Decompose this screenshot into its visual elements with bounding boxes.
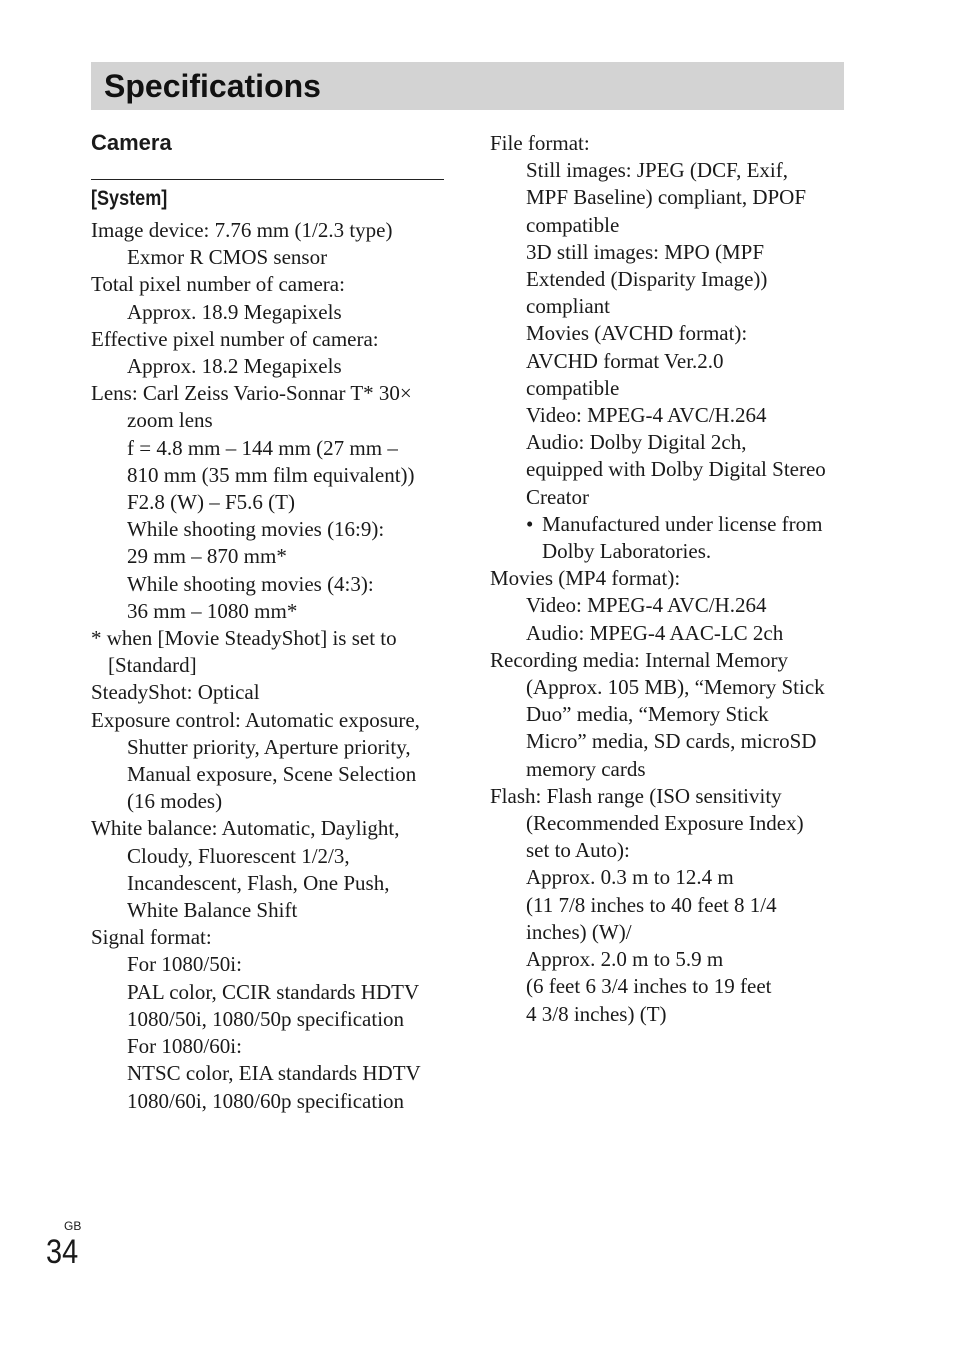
spec-line: Audio: MPEG-4 AAC-LC 2ch (526, 620, 784, 645)
spec-line: zoom lens (127, 408, 213, 433)
right-spec-list (490, 130, 846, 1028)
spec-line: AVCHD format Ver.2.0 (526, 348, 724, 373)
spec-line: White Balance Shift (127, 898, 298, 923)
spec-line: For 1080/50i: (127, 952, 242, 977)
spec-line: (6 feet 6 3/4 inches to 19 feet (526, 974, 772, 999)
spec-line: Exmor R CMOS sensor (127, 245, 328, 270)
spec-line: File format: (490, 131, 590, 155)
spec-line: 29 mm – 870 mm* (127, 544, 287, 569)
spec-line: Audio: Dolby Digital 2ch, (526, 430, 747, 455)
spec-line: For 1080/60i: (127, 1034, 242, 1059)
spec-line: Movies (AVCHD format): (526, 321, 748, 346)
spec-line: Exposure control: Automatic exposure, (91, 707, 420, 732)
spec-line: Lens: Carl Zeiss Vario-Sonnar T* 30× (91, 381, 412, 406)
section-heading: Camera (91, 130, 172, 155)
spec-line: Recording media: Internal Memory (490, 647, 788, 672)
spec-line: (11 7/8 inches to 40 feet 8 1/4 (526, 892, 777, 917)
spec-line: * when [Movie SteadyShot] is set to (91, 626, 397, 651)
spec-line: NTSC color, EIA standards HDTV (127, 1061, 421, 1086)
spec-line: f = 4.8 mm – 144 mm (27 mm – (127, 435, 398, 460)
spec-line: Approx. 0.3 m to 12.4 m (526, 865, 734, 890)
spec-line: Creator (526, 484, 589, 509)
spec-line: 810 mm (35 mm film equivalent)) (127, 462, 415, 487)
spec-line: 36 mm – 1080 mm* (127, 598, 298, 623)
spec-line: Approx. 18.9 Megapixels (127, 299, 342, 324)
left-spec-list (91, 217, 444, 1115)
spec-line: Video: MPEG-4 AVC/H.264 (526, 593, 767, 618)
spec-line: Approx. 2.0 m to 5.9 m (526, 947, 724, 972)
page-number: 34 (46, 1233, 79, 1271)
spec-line: Image device: 7.76 mm (1/2.3 type) (91, 218, 393, 242)
spec-line: inches) (W)/ (526, 919, 632, 944)
spec-line: 3D still images: MPO (MPF (526, 239, 765, 264)
spec-line: memory cards (526, 756, 646, 781)
section-divider (91, 179, 444, 180)
spec-line: Incandescent, Flash, One Push, (127, 870, 390, 895)
spec-line: SteadyShot: Optical (91, 680, 260, 705)
spec-line (490, 511, 846, 538)
page-title: Specifications (104, 68, 321, 104)
spec-line: 4 3/8 inches) (T) (526, 1001, 667, 1026)
bullet-marker: • (526, 511, 534, 536)
spec-line: Flash: Flash range (ISO sensitivity (490, 783, 782, 808)
spec-line: Total pixel number of camera: (91, 272, 345, 297)
spec-line: (Recommended Exposure Index) (526, 811, 804, 836)
spec-line: Duo” media, “Memory Stick (526, 702, 769, 727)
left-column (91, 128, 444, 1115)
spec-line: Movies (MP4 format): (490, 566, 681, 591)
spec-line: Micro” media, SD cards, microSD (526, 729, 817, 754)
spec-line: Signal format: (91, 925, 212, 950)
spec-line: Approx. 18.2 Megapixels (127, 354, 342, 379)
spec-line: Still images: JPEG (DCF, Exif, (526, 158, 788, 183)
spec-line: PAL color, CCIR standards HDTV (127, 979, 420, 1004)
spec-line: equipped with Dolby Digital Stereo (526, 457, 826, 482)
spec-line: 1080/50i, 1080/50p specification (127, 1006, 405, 1031)
spec-line: Dolby Laboratories. (542, 539, 712, 564)
spec-line: MPF Baseline) compliant, DPOF (526, 185, 807, 210)
spec-line: While shooting movies (4:3): (127, 571, 374, 596)
spec-line: While shooting movies (16:9): (127, 517, 385, 542)
spec-line: Cloudy, Fluorescent 1/2/3, (127, 843, 350, 868)
spec-line: (16 modes) (127, 789, 223, 814)
spec-line: Shutter priority, Aperture priority, (127, 734, 411, 759)
spec-line: Video: MPEG-4 AVC/H.264 (526, 403, 767, 428)
spec-line: compatible (526, 375, 620, 400)
spec-line: Effective pixel number of camera: (91, 326, 379, 351)
spec-line: compliant (526, 294, 610, 319)
spec-line: F2.8 (W) – F5.6 (T) (127, 490, 295, 515)
subsection-heading: [System] (91, 187, 168, 210)
language-code: GB (64, 1219, 82, 1233)
spec-line: (Approx. 105 MB), “Memory Stick (526, 675, 825, 700)
spec-line: Manual exposure, Scene Selection (127, 762, 417, 787)
spec-line: Extended (Disparity Image)) (526, 267, 768, 292)
spec-line: White balance: Automatic, Daylight, (91, 816, 400, 841)
title-bar (91, 62, 844, 110)
spec-line: 1080/60i, 1080/60p specification (127, 1088, 405, 1113)
spec-line: set to Auto): (526, 838, 630, 863)
spec-line-text: Manufactured under license from (542, 511, 823, 536)
right-column (490, 130, 846, 1028)
spec-line: [Standard] (108, 653, 197, 678)
spec-line: compatible (526, 212, 620, 237)
